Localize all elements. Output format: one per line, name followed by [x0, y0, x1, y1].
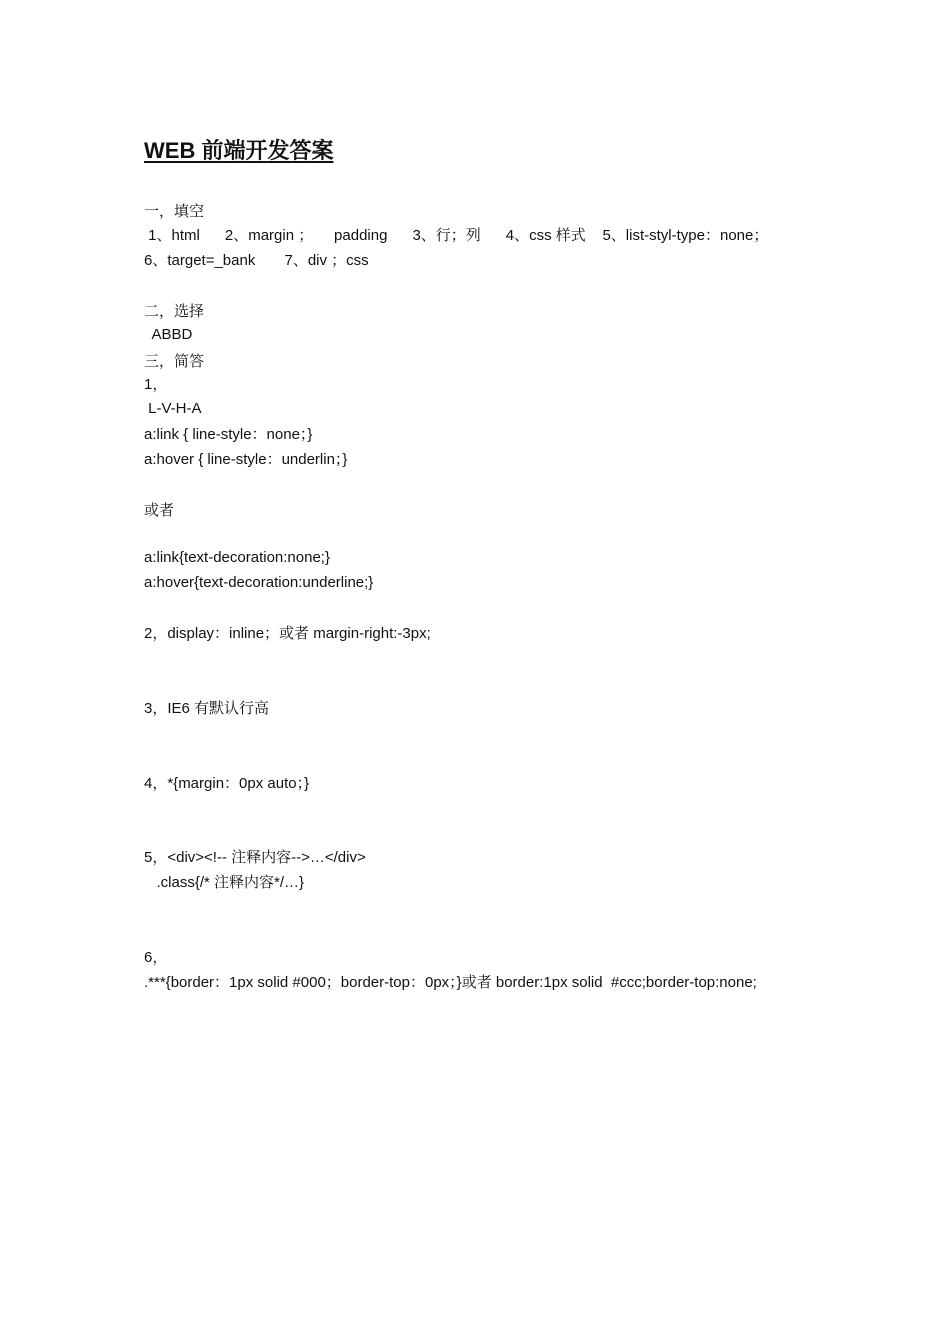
question-1-order: L-V-H-A — [144, 400, 202, 417]
question-1-number: 1， — [144, 376, 168, 393]
choice-answers: ABBD — [144, 326, 193, 343]
section-choice-heading: 二，选择 — [144, 302, 205, 320]
question-6-answer: .***{border：1px solid #000；border-top：0px；}或者 border:1px solid #ccc;border-top:none; — [144, 974, 757, 991]
question-3-answer: 3，IE6 有默认行高 — [144, 700, 270, 717]
question-2-answer: 2，display：inline；或者 margin-right:-3px; — [144, 625, 431, 642]
question-5-answer-line-2: .class{/* 注释内容*/…} — [144, 874, 305, 891]
question-1-css-link-alt: a:link{text-decoration:none;} — [144, 549, 330, 566]
question-1-alternative-label: 或者 — [144, 501, 175, 519]
question-1-css-link: a:link { line-style：none；} — [144, 426, 313, 443]
question-4-answer: 4，*{margin：0px auto；} — [144, 775, 310, 792]
fill-in-answers-line-1: 1、html 2、margin ； padding 3、行；列 4、css 样式 5、list-styl-type：none； — [144, 227, 769, 244]
section-fill-in-heading: 一，填空 — [144, 202, 205, 220]
fill-in-answers-line-2: 6、target=_bank 7、div ；css — [144, 252, 369, 269]
document-title: WEB 前端开发答案 — [144, 138, 334, 163]
question-5-answer-line-1: 5，<div><!-- 注释内容-->…</div> — [144, 849, 366, 866]
question-1-css-hover-alt: a:hover{text-decoration:underline;} — [144, 574, 374, 591]
question-6-number: 6， — [144, 949, 168, 966]
section-short-answer-heading: 三，简答 — [144, 352, 205, 370]
question-1-css-hover: a:hover { line-style：underlin；} — [144, 451, 348, 468]
